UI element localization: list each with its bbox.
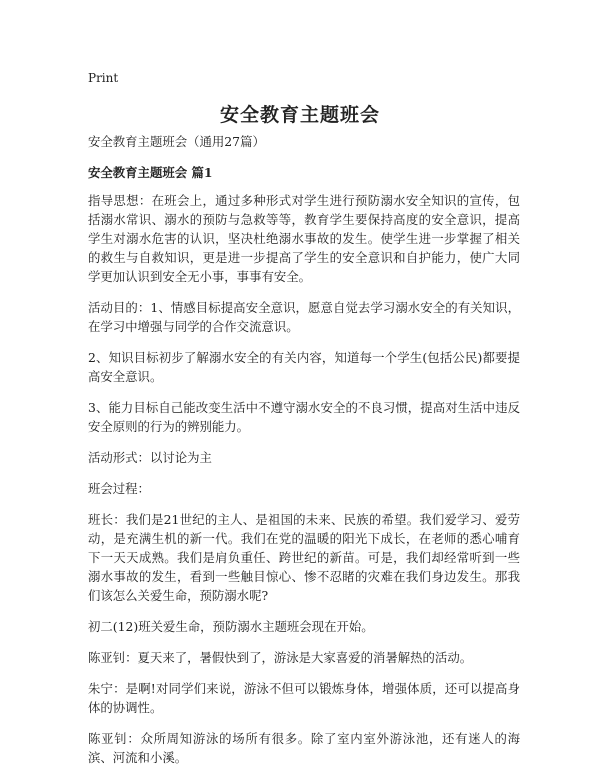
document-subtitle: 安全教育主题班会（通用27篇） — [88, 134, 265, 149]
paragraph-knowledge-goal: 2、知识目标初步了解溺水安全的有关内容，知道每一个学生(包括公民)都要提高安全意识。 — [88, 350, 520, 384]
print-link[interactable]: Print — [88, 71, 119, 85]
paragraph-dialogue-3: 陈亚钊：众所周知游泳的场所有很多。除了室内室外游泳池，还有迷人的海滨、河流和小溪。 — [88, 731, 520, 765]
paragraph-meeting-start: 初二(12)班关爱生命，预防溺水主题班会现在开始。 — [88, 619, 374, 634]
document-title: 安全教育主题班会 — [219, 104, 380, 126]
section-heading: 安全教育主题班会 篇1 — [88, 165, 213, 180]
paragraph-dialogue-2: 朱宁：是啊!对同学们来说，游泳不但可以锻炼身体，增强体质，还可以提高身体的协调性。 — [88, 681, 520, 715]
paragraph-guiding-idea: 指导思想：在班会上，通过多种形式对学生进行预防溺水安全知识的宣传，包括溺水常识、溺水的预防与急救等等，教育学生要保持高度的安全意识，提高学生对溺水危害的认识，坚决杜绝溺水事故的发生。使学生进一步掌握了相关的救生与自救知识，更是进一步提高了学生的安全意识和自护能力，使广大同学更加认识到安全无小事，事事有安全。 — [88, 193, 520, 284]
paragraph-dialogue-1: 陈亚钊：夏天来了，暑假快到了，游泳是大家喜爱的消暑解热的活动。 — [88, 650, 473, 665]
paragraph-purpose: 活动目的：1、情感目标提高安全意识，愿意自觉去学习溺水安全的有关知识，在学习中增强与同学的合作交流意识。 — [88, 300, 520, 334]
paragraph-monitor-speech: 班长：我们是21世纪的主人、是祖国的未来、民族的希望。我们爱学习、爱劳动，是充满生机的新一代。我们在党的温暖的阳光下成长，在老师的悉心哺育下一天天成熟。我们是肩负重任、跨世纪的新苗。可是，我们却经常听到一些溺水事故的发生，看到一些触目惊心、惨不忍睹的灾难在我们身边发生。那我们该怎么关爱生命，预防溺水呢? — [88, 512, 520, 603]
paragraph-activity-form: 活动形式：以讨论为主 — [88, 450, 212, 465]
paragraph-process-heading: 班会过程： — [88, 481, 150, 496]
document-body — [88, 132, 520, 779]
paragraph-ability-goal: 3、能力目标自己能改变生活中不遵守溺水安全的不良习惯，提高对生活中违反安全原则的行为的辨别能力。 — [88, 400, 520, 434]
